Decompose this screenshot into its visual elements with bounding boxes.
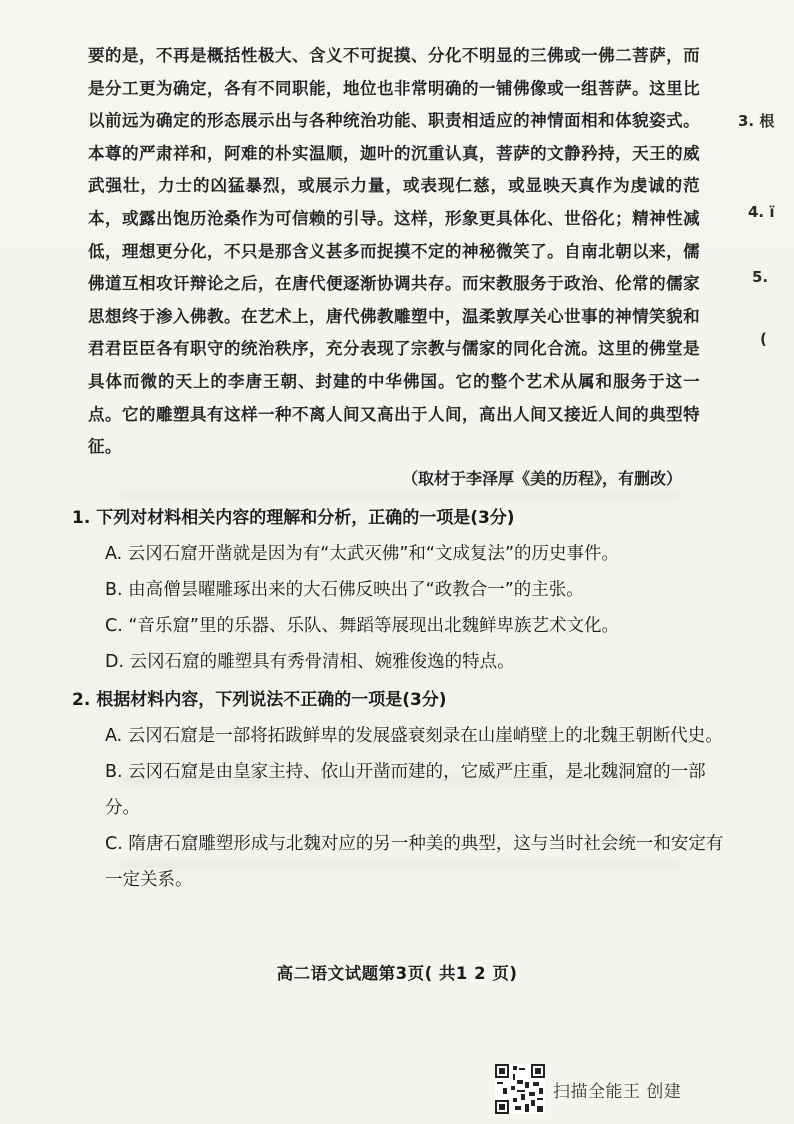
question-2-option-a: A. 云冈石窟是一部将拓跋鲜卑的发展盛衰刻录在山崖峭壁上的北魏王朝断代史。 [105,726,723,746]
margin-fragment: 4. ï [748,203,775,221]
reading-passage [88,40,700,464]
scanner-watermark [495,1064,681,1114]
question-1-option-b: B. 由高僧昙曜雕琢出来的大石佛反映出了“政教合一”的主张。 [105,580,584,600]
margin-fragment: 3. 根 [738,112,775,130]
passage-text: 要的是，不再是概括性极大、含义不可捉摸、分化不明显的三佛或一佛二菩萨，而是分工更为确定，各有不同职能，地位也非常明确的一铺佛像或一组菩萨。这里比以前远为确定的形态展示出与各种统治功能、职责相适应的神情面相和体貌姿式。本尊的严肃祥和，阿难的朴实温顺，迦叶的沉重认真，菩萨的文静矜持，天王的威武强壮，力士的凶猛暴烈，或展示力量，或表现仁慈，或显映天真作为虔诚的范本，或露出饱历沧桑作为可信赖的引导。这样，形象更具体化、世俗化；精神性减低，理想更分化，不只是那含义甚多而捉摸不定的神秘微笑了。自南北朝以来，儒佛道互相攻讦辩论之后，在唐代便逐渐协调共存。而宋教服务于政治、伦常的儒家思想终于渗入佛教。在艺术上，唐代佛教雕塑中，温柔敦厚关心世事的神情笑貌和君君臣臣各有职守的统治秩序，充分表现了宗教与儒家的同化合流。这里的佛堂是具体而微的天上的李唐王朝、封建的中华佛国。它的整个艺术从属和服务于这一点。它的雕塑具有这样一种不离人间又高出于人间，高出人间又接近人间的典型特征。 [88,46,700,457]
scanner-watermark-text: 扫描全能王 创建 [553,1081,682,1102]
question-1-stem: 1. 下列对材料相关内容的理解和分析，正确的一项是(3分) [72,508,515,528]
question-2-option-b: B. 云冈石窟是由皇家主持、依山开凿而建的，它威严庄重，是北魏洞窟的一部分。 [105,762,706,818]
bleed-through [120,490,680,500]
page-footer: 高二语文试题第3页( 共1 2 页) [276,964,518,983]
qr-code-icon [495,1064,545,1114]
passage-source: （取材于李泽厚《美的历程》，有删改） [401,469,682,488]
margin-fragment: 5. [752,268,769,286]
question-list [72,500,728,898]
question-2-option-c: C. 隋唐石窟雕塑形成与北魏对应的另一种美的典型，这与当时社会统一和安定有一定关系。 [105,834,724,890]
question-1-option-d: D. 云冈石窟的雕塑具有秀骨清相、婉雅俊逸的特点。 [105,652,515,672]
question-1-option-a: A. 云冈石窟开凿就是因为有“太武灭佛”和“文成复法”的历史事件。 [105,544,620,564]
question-2-stem: 2. 根据材料内容，下列说法不正确的一项是(3分) [72,690,447,710]
margin-fragment: ( [760,330,767,348]
question-1-option-c: C. “音乐窟”里的乐器、乐队、舞蹈等展现出北魏鲜卑族艺术文化。 [105,616,619,636]
